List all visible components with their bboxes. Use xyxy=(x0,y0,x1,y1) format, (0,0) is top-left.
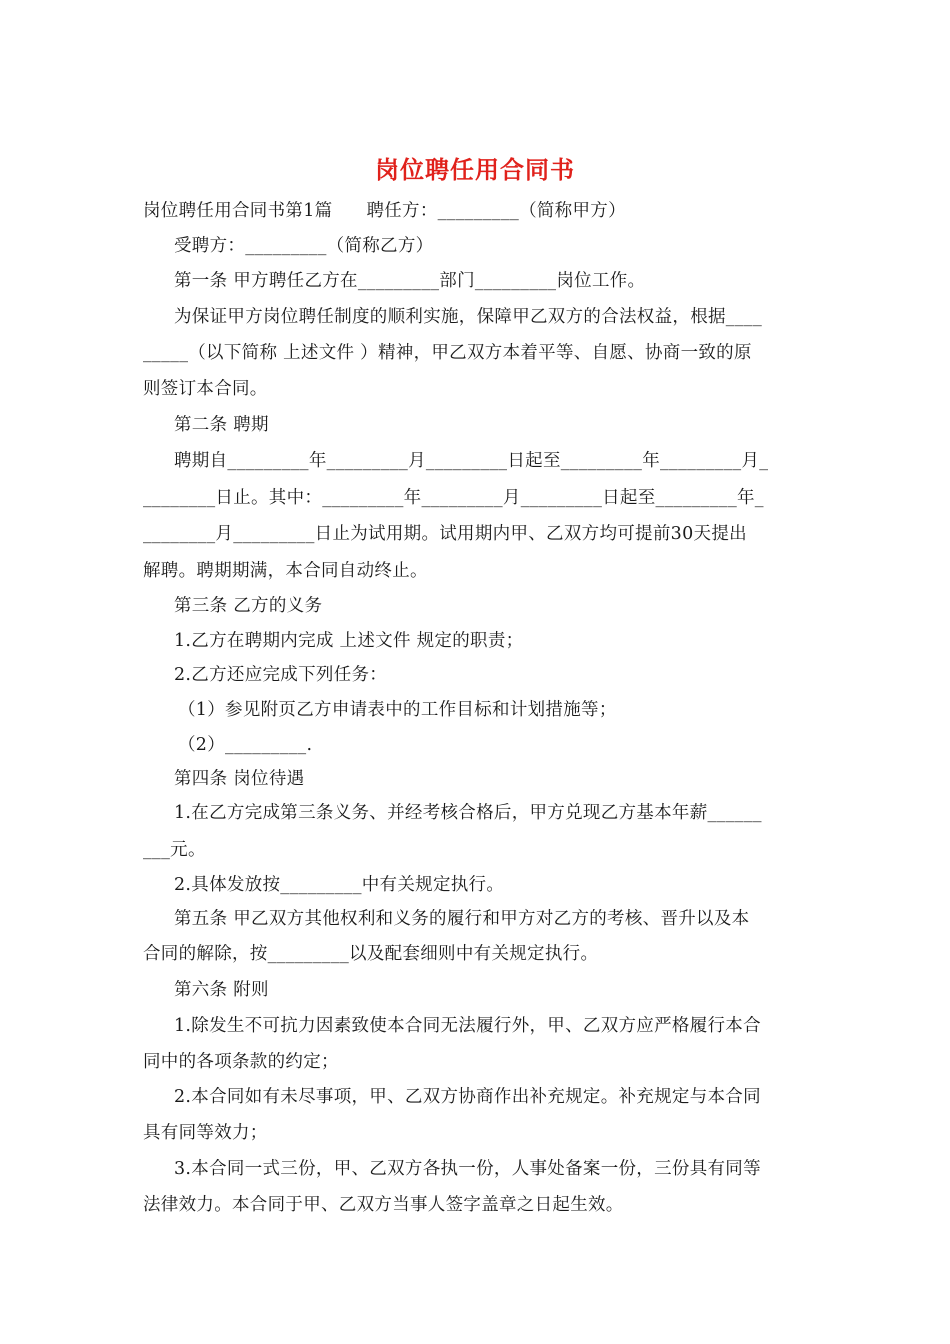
task-1: （1）参见附页乙方申请表中的工作目标和计划措施等； xyxy=(178,700,617,720)
article-4-heading: 第四条 岗位待遇 xyxy=(174,769,305,789)
task-2: （2）_________. xyxy=(178,735,313,755)
preamble-line-1: 为保证甲方岗位聘任制度的顺利实施，保障甲乙双方的合法权益，根据____ xyxy=(174,307,762,327)
preamble-line-2: _____（以下简称 上述文件 ）精神，甲乙双方本着平等、自愿、协商一致的原 xyxy=(143,343,752,363)
article-3-heading: 第三条 乙方的义务 xyxy=(174,596,323,616)
salary-line-1: 1.在乙方完成第三条义务、并经考核合格后，甲方兑现乙方基本年薪______ xyxy=(174,803,762,823)
duty-1: 1.乙方在聘期内完成 上述文件 规定的职责； xyxy=(174,631,524,651)
document-title: 岗位聘任用合同书 xyxy=(375,156,575,184)
article-1: 第一条 甲方聘任乙方在_________部门_________岗位工作。 xyxy=(174,271,646,291)
term-line-4: 解聘。聘期期满，本合同自动终止。 xyxy=(143,561,428,581)
article-5-line-2: 合同的解除，按_________以及配套细则中有关规定执行。 xyxy=(143,944,599,964)
preamble-line-3: 则签订本合同。 xyxy=(143,379,268,399)
employer-line: 聘任方：_________（简称甲方） xyxy=(366,201,626,221)
line-heading-and-employer xyxy=(143,199,626,223)
term-line-3: ________月_________日止为试用期。试用期内甲、乙双方均可提前30天提出 xyxy=(143,524,747,544)
supplement-2-line-2: 具有同等效力； xyxy=(143,1123,268,1143)
supplement-2-line-1: 2.本合同如有未尽事项，甲、乙双方协商作出补充规定。补充规定与本合同 xyxy=(174,1087,761,1107)
term-line-1: 聘期自_________年_________月_________日起至_________年_________月_ xyxy=(174,451,769,471)
supplement-3-line-1: 3.本合同一式三份，甲、乙双方各执一份，人事处备案一份，三份具有同等 xyxy=(174,1159,761,1179)
supplement-1-line-1: 1.除发生不可抗力因素致使本合同无法履行外，甲、乙双方应严格履行本合 xyxy=(174,1016,761,1036)
term-line-2: ________日止。其中：_________年_________月_________日起至_________年_ xyxy=(143,488,764,508)
duty-2: 2.乙方还应完成下列任务： xyxy=(174,665,388,685)
article-2-heading: 第二条 聘期 xyxy=(174,415,269,435)
supplement-3-line-2: 法律效力。本合同于甲、乙双方当事人签字盖章之日起生效。 xyxy=(143,1195,624,1215)
employee-line: 受聘方：_________（简称乙方） xyxy=(174,236,434,256)
article-6-heading: 第六条 附则 xyxy=(174,980,269,1000)
section-heading: 岗位聘任用合同书第1篇 xyxy=(143,201,333,221)
article-5-line-1: 第五条 甲乙双方其他权利和义务的履行和甲方对乙方的考核、晋升以及本 xyxy=(174,909,750,929)
supplement-1-line-2: 同中的各项条款的约定； xyxy=(143,1052,339,1072)
payment-line: 2.具体发放按_________中有关规定执行。 xyxy=(174,875,505,895)
salary-line-2: ___元。 xyxy=(143,840,206,860)
